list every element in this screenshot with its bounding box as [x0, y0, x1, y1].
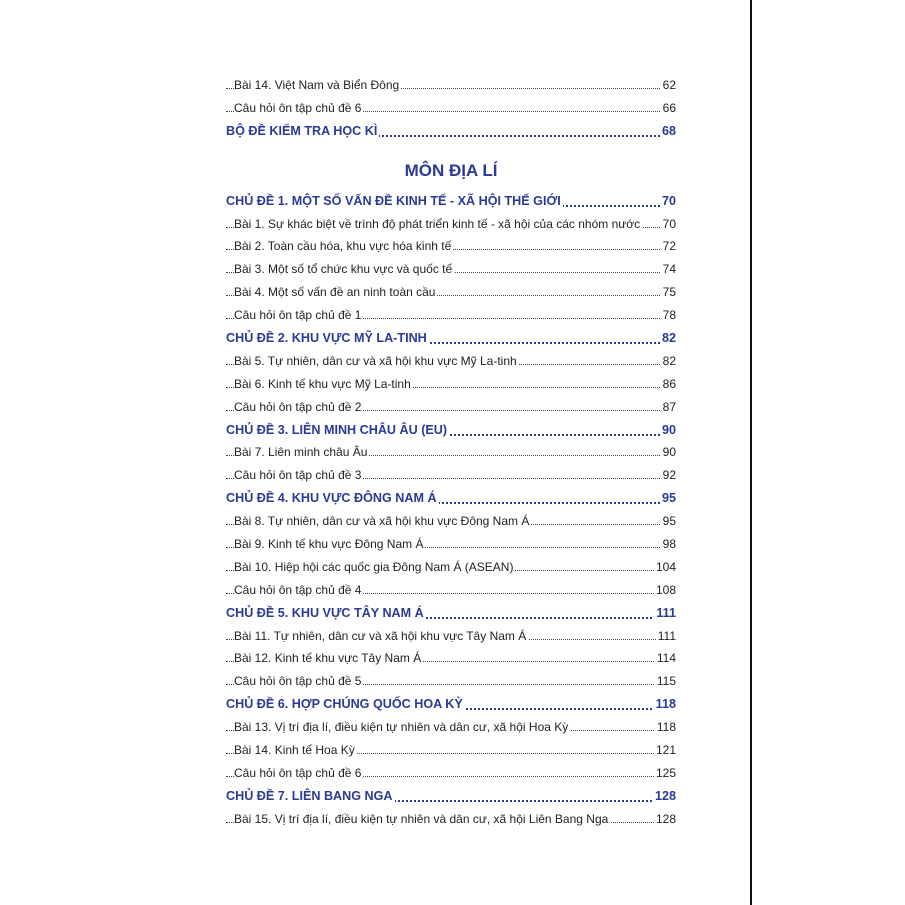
lesson-title: Bài 5. Tự nhiên, dân cư và xã hội khu vực Mỹ La-tinh [234, 353, 517, 368]
toc-lesson-row [226, 258, 676, 281]
toc-chapter-row [226, 487, 676, 510]
toc-lesson-row [226, 716, 676, 739]
page-number: 74 [661, 258, 676, 281]
chapter-title: BỘ ĐỀ KIỂM TRA HỌC KÌ [226, 123, 378, 138]
chapter-title: CHỦ ĐỀ 5. KHU VỰC TÂY NAM Á [226, 605, 424, 620]
table-of-contents [226, 74, 676, 831]
toc-chapter-row [226, 419, 676, 442]
lesson-title: Bài 8. Tự nhiên, dân cư và xã hội khu vực Đông Nam Á [234, 514, 530, 529]
lesson-title: Bài 13. Vị trí địa lí, điều kiện tự nhiên và dân cư, xã hội Hoa Kỳ [234, 720, 569, 735]
toc-lesson-row [226, 579, 676, 602]
toc-lesson-row [226, 510, 676, 533]
toc-lesson-row [226, 97, 676, 120]
toc-chapter-row [226, 693, 676, 716]
page-number: 72 [661, 235, 676, 258]
lesson-title: Bài 1. Sự khác biệt về trình độ phát triển kinh tế - xã hội của các nhóm nước [234, 216, 641, 231]
toc-lesson-row [226, 350, 676, 373]
lesson-title: Bài 3. Một số tổ chức khu vực và quốc tế [234, 262, 453, 277]
chapter-title: CHỦ ĐỀ 7. LIÊN BANG NGA [226, 788, 393, 803]
toc-lesson-row [226, 762, 676, 785]
page-number: 95 [661, 510, 676, 533]
toc-lesson-row [226, 808, 676, 831]
chapter-title: CHỦ ĐỀ 4. KHU VỰC ĐÔNG NAM Á [226, 491, 437, 506]
lesson-title: Câu hỏi ôn tập chủ đề 6 [234, 100, 362, 115]
toc-top-rows [226, 74, 676, 143]
toc-chapter-row [226, 120, 676, 143]
page-number: 104 [654, 556, 676, 579]
toc-chapter-row [226, 602, 676, 625]
page-number: 95 [660, 487, 676, 510]
toc-lesson-row [226, 670, 676, 693]
toc-lesson-row [226, 625, 676, 648]
toc-lesson-row [226, 396, 676, 419]
lesson-title: Bài 6. Kinh tế khu vực Mỹ La-tinh [234, 376, 411, 391]
page-number: 128 [654, 808, 676, 831]
lesson-title: Bài 7. Liên minh châu Âu [234, 445, 368, 460]
lesson-title: Bài 11. Tự nhiên, dân cư và xã hội khu vực Tây Nam Á [234, 628, 527, 643]
toc-lesson-row [226, 235, 676, 258]
lesson-title: Câu hỏi ôn tập chủ đề 1 [234, 308, 362, 323]
page-number: 82 [661, 350, 676, 373]
page-number: 114 [655, 647, 676, 670]
toc-chapter-row [226, 327, 676, 350]
page-number: 90 [660, 419, 676, 442]
page-number: 98 [661, 533, 676, 556]
lesson-title: Bài 15. Vị trí địa lí, điều kiện tự nhiên và dân cư, xã hội Liên Bang Nga [234, 811, 609, 826]
lesson-title: Câu hỏi ôn tập chủ đề 3 [234, 468, 362, 483]
page-number: 66 [661, 97, 676, 120]
lesson-title: Bài 4. Một số vấn đề an ninh toàn cầu [234, 285, 436, 300]
page-number: 125 [654, 762, 676, 785]
toc-lesson-row [226, 464, 676, 487]
page-number: 118 [654, 693, 676, 716]
page-number: 82 [660, 327, 676, 350]
lesson-title: Câu hỏi ôn tập chủ đề 2 [234, 399, 362, 414]
toc-lesson-row [226, 441, 676, 464]
page-number: 62 [661, 74, 676, 97]
toc-lesson-row [226, 74, 676, 97]
page-number: 111 [656, 625, 676, 648]
page-number: 90 [661, 441, 676, 464]
page-number: 128 [653, 785, 676, 808]
lesson-title: Bài 14. Kinh tế Hoa Kỳ [234, 743, 355, 758]
page-number: 118 [655, 716, 676, 739]
chapter-title: CHỦ ĐỀ 2. KHU VỰC MỸ LA-TINH [226, 331, 427, 346]
lesson-title: Câu hỏi ôn tập chủ đề 6 [234, 765, 362, 780]
toc-lesson-row [226, 533, 676, 556]
chapter-title: CHỦ ĐỀ 1. MỘT SỐ VẤN ĐỀ KINH TẾ - XÃ HỘI THẾ GIỚI [226, 193, 561, 208]
page-edge-divider [750, 0, 752, 905]
lesson-title: Bài 2. Toàn cầu hóa, khu vực hóa kinh tế [234, 239, 452, 254]
toc-lesson-row [226, 304, 676, 327]
lesson-title: Bài 14. Việt Nam và Biển Đông [234, 78, 400, 92]
page-number: 70 [661, 213, 676, 236]
toc-chapter-row [226, 785, 676, 808]
chapter-title: CHỦ ĐỀ 6. HỢP CHÚNG QUỐC HOA KỲ [226, 697, 463, 712]
toc-lesson-row [226, 647, 676, 670]
toc-chapter-row [226, 190, 676, 213]
section-title: MÔN ĐỊA LÍ [404, 160, 498, 180]
page-number: 87 [661, 396, 676, 419]
toc-lesson-row [226, 739, 676, 762]
lesson-title: Câu hỏi ôn tập chủ đề 4 [234, 582, 362, 597]
page-number: 121 [654, 739, 676, 762]
lesson-title: Bài 12. Kinh tế khu vực Tây Nam Á [234, 651, 422, 666]
page-number: 75 [661, 281, 676, 304]
lesson-title: Bài 9. Kinh tế khu vực Đông Nam Á [234, 537, 424, 552]
page-number: 78 [661, 304, 676, 327]
page-number: 68 [660, 120, 676, 143]
lesson-title: Bài 10. Hiệp hội các quốc gia Đông Nam Á (ASEAN) [234, 559, 514, 574]
toc-lesson-row [226, 556, 676, 579]
lesson-title: Câu hỏi ôn tập chủ đề 5 [234, 674, 362, 689]
page-number: 92 [661, 464, 676, 487]
page-number: 86 [661, 373, 676, 396]
toc-lesson-row [226, 281, 676, 304]
toc-lesson-row [226, 373, 676, 396]
chapter-title: CHỦ ĐỀ 3. LIÊN MINH CHÂU ÂU (EU) [226, 422, 448, 437]
toc-lesson-row [226, 213, 676, 236]
page-number: 108 [654, 579, 676, 602]
page-number: 111 [654, 602, 676, 625]
page-number: 70 [660, 190, 676, 213]
page-number: 115 [655, 670, 676, 693]
toc-rows [226, 190, 676, 831]
